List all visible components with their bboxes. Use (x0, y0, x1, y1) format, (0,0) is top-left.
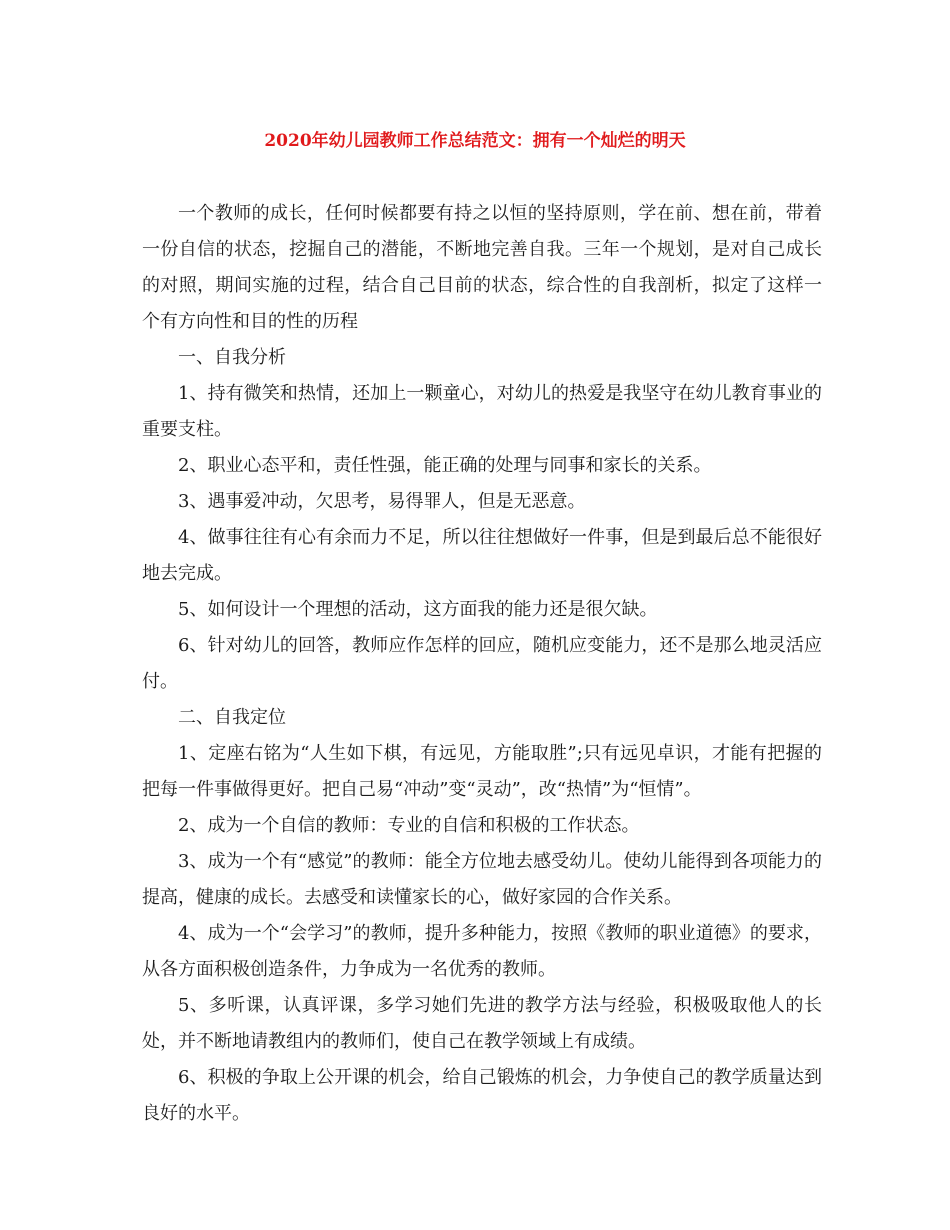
analysis-item-4: 4、做事往往有心有余而力不足，所以往往想做好一件事，但是到最后总不能很好地去完成。 (142, 527, 822, 584)
document-title: 2020年幼儿园教师工作总结范文：拥有一个灿烂的明天 (264, 131, 686, 151)
positioning-item-6: 6、积极的争取上公开课的机会，给自己锻炼的机会，力争使自己的教学质量达到良好的水平。 (142, 1067, 822, 1124)
analysis-item-3: 3、遇事爱冲动，欠思考，易得罪人，但是无恶意。 (178, 491, 586, 512)
section-heading-self-analysis: 一、自我分析 (178, 347, 286, 368)
analysis-item-2: 2、职业心态平和，责任性强，能正确的处理与同事和家长的关系。 (178, 455, 712, 476)
positioning-item-5: 5、多听课，认真评课，多学习她们先进的教学方法与经验，积极吸取他人的长处，并不断地请教组内的教师们，使自己在教学领域上有成绩。 (142, 995, 822, 1052)
analysis-item-6: 6、针对幼儿的回答，教师应作怎样的回应，随机应变能力，还不是那么地灵活应付。 (142, 635, 822, 692)
positioning-item-3: 3、成为一个有“感觉”的教师：能全方位地去感受幼儿。使幼儿能得到各项能力的提高，健康的成长。去感受和读懂家长的心，做好家园的合作关系。 (142, 851, 822, 908)
intro-paragraph: 一个教师的成长，任何时候都要有持之以恒的坚持原则，学在前、想在前，带着一份自信的状态，挖掘自己的潜能，不断地完善自我。三年一个规划，是对自己成长的对照，期间实施的过程，结合自己目前的状态，综合性的自我剖析，拟定了这样一个有方向性和目的性的历程 (142, 203, 822, 332)
document-body (142, 196, 822, 1132)
positioning-item-1: 1、定座右铭为“人生如下棋，有远见，方能取胜”;只有远见卓识，才能有把握的把每一件事做得更好。把自己易“冲动”变“灵动”，改“热情”为“恒情”。 (142, 743, 822, 800)
positioning-item-4: 4、成为一个“会学习”的教师，提升多种能力，按照《教师的职业道德》的要求，从各方面积极创造条件，力争成为一名优秀的教师。 (142, 923, 822, 980)
analysis-item-5: 5、如何设计一个理想的活动，这方面我的能力还是很欠缺。 (178, 599, 658, 620)
analysis-item-1: 1、持有微笑和热情，还加上一颗童心，对幼儿的热爱是我坚守在幼儿教育事业的重要支柱。 (142, 383, 822, 440)
section-heading-self-positioning: 二、自我定位 (178, 707, 286, 728)
positioning-item-2: 2、成为一个自信的教师：专业的自信和积极的工作状态。 (178, 815, 640, 836)
